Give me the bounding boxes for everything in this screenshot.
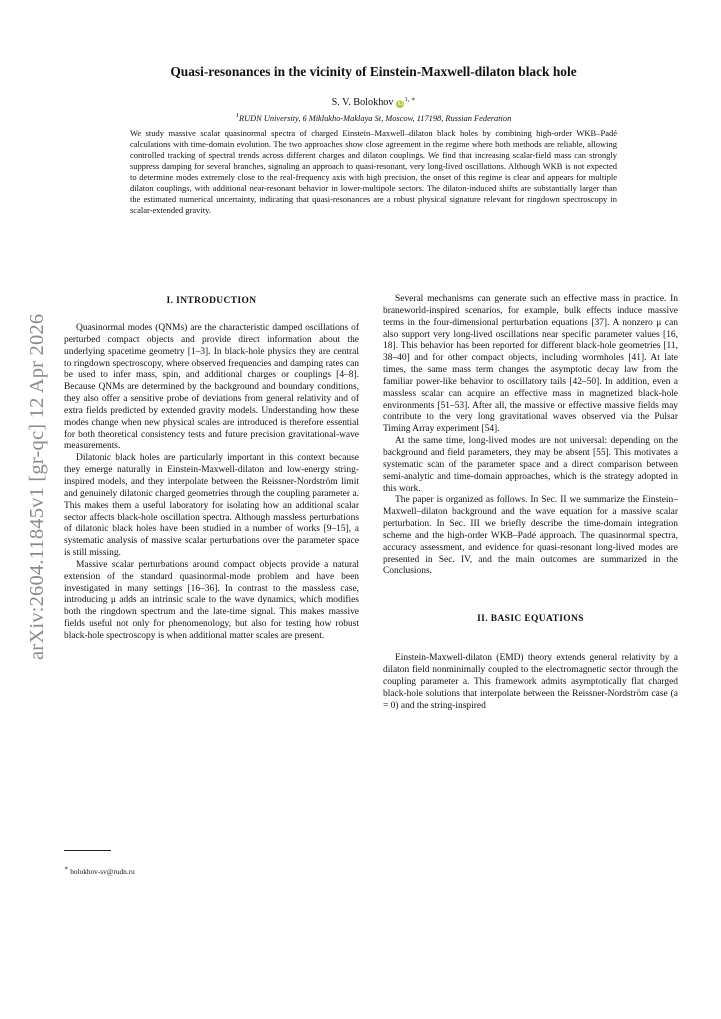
section-heading-basic-equations: II. BASIC EQUATIONS	[477, 614, 584, 625]
paper-title: Quasi-resonances in the vicinity of Einstein-Maxwell-dilaton black hole	[170, 64, 577, 79]
abstract: We study massive scalar quasinormal spectra of charged Einstein–Maxwell–dilaton black holes by combining high-order WKB–Padé calculations with time-domain evolution. The two approaches show close agreement in the regime where both methods are reliable, allowing controlled tracking of spectral trends across different charges and dilaton couplings. We find that increasing scalar-field mass can strongly suppress damping for several branches, signaling an approach to quasi-resonant, very long-lived oscillations. Although WKB is not expected to determine modes extremely close to the real-frequency axis with high precision, the onset of this regime is clear and appears for multiple dilaton couplings, with additional near-resonant behavior in lower-multipole sectors. The dilaton-induced shifts are substantially larger than the estimated numerical uncertainty, indicating that quasi-resonances are a robust physical signature relevant for ringdown spectroscopy in scalar-extended gravity.	[130, 128, 617, 216]
footnote	[64, 864, 135, 877]
author-name: S. V. Bolokhov	[331, 97, 394, 108]
affiliation-mark: 1	[235, 112, 239, 119]
affiliation	[95, 110, 652, 124]
author-line	[95, 93, 652, 109]
intro-paragraph-3: Massive scalar perturbations around compact objects provide a natural extension of the standard quasinormal-mode problem and have been investigated in many settings [16–36]. In contrast to the massless case, introducing μ adds an intrinsic scale to the wave dynamics, which modifies both the ringdown spectrum and the late-time signal. This makes massive fields useful not only for phenomenology, but also for testing how robust black-hole spectroscopy is when additional matter scales are present.	[64, 559, 359, 641]
intro-paragraph-4: Several mechanisms can generate such an effective mass in practice. In braneworld-inspired scenarios, for example, bulk effects induce massive terms in the four-dimensional perturbation equations [37]. A nonzero μ can also support very long-lived oscillations near specific parameter values [16, 18]. This behavior has been reported for different black-hole geometries [11, 38–40] and for other compact objects, including wormholes [41]. At late times, the same mass term changes the asymptotic decay law from the familiar power-like behavior to oscillatory tails [42–50]. In addition, even a massless scalar can acquire an effective mass in magnetized black-hole environments [51–53]. After all, the massive or effective massive fields may contribute to the very long gravitational waves observed via the Pulsar Timing Array experiment [54].	[383, 294, 678, 435]
footnote-rule	[64, 850, 111, 851]
author-affiliation-marks: 1, ∗	[404, 96, 416, 103]
intro-paragraph-2: Dilatonic black holes are particularly important in this context because they emerge naturally in Einstein-Maxwell-dilaton and low-energy string-inspired models, and they interpolate between the Reissner-Nordström limit and genuinely dilatonic charged geometries through the coupling parameter a. This makes them a useful laboratory for isolating how an additional scalar sector affects black-hole oscillation spectra. Although massless perturbations of dilatonic black holes have been studied in a number of works [9–15], a systematic analysis of massive scalar perturbations over the parameter space is still missing.	[64, 453, 359, 559]
footnote-email[interactable]: bolokhov-sv@rudn.ru	[70, 867, 135, 876]
intro-paragraph-6: The paper is organized as follows. In Sec. II we summarize the Einstein–Maxwell–dilaton background and the wave equation for a massive scalar perturbation. In Sec. III we briefly describe the time-domain integration scheme and the high-order WKB–Padé approach. The quasinormal spectra, accuracy assessment, and evidence for quasi-resonant long-lived modes are presented in Sec. IV, and the main outcomes are summarized in the Conclusions.	[383, 495, 678, 577]
basic-paragraph-1: Einstein-Maxwell-dilaton (EMD) theory extends general relativity by a dilaton field nonminimally coupled to the electromagnetic sector through the coupling parameter a. This framework admits asymptotically flat charged black-hole solutions that interpolate between the Reissner-Nordström case (a = 0) and the string-inspired	[383, 653, 678, 711]
left-column	[64, 294, 359, 643]
orcid-icon[interactable]: iD	[397, 101, 404, 107]
intro-paragraph-5: At the same time, long-lived modes are not universal: depending on the background and field parameters, they may be absent [55]. This motivates a systematic scan of the parameter space and a direct comparison between semi-analytic and time-domain approaches, which is the strategy adopted in this work.	[383, 436, 678, 494]
affiliation-text: RUDN University, 6 Miklukho-Maklaya St, Moscow, 117198, Russian Federation	[238, 114, 512, 123]
arxiv-identifier[interactable]: arXiv:2604.11845v1 [gr-qc] 12 Apr 2026	[26, 313, 48, 660]
intro-paragraph-1: Quasinormal modes (QNMs) are the characteristic damped oscillations of perturbed compact objects and provide direct information about the underlying spacetime geometry [1–3]. In black-hole physics they are central to ringdown spectroscopy, where observed frequencies and damping rates can be used to infer mass, spin, and additional charges or couplings [4–8]. Because QNMs are determined by the background and boundary conditions, they also offer a sensitive probe of deviations from general relativity and of extra fields predicted by extended gravity models. Understanding how these modes change when new physical scales are introduced is therefore essential for both theoretical consistency tests and future precision gravitational-wave measurements.	[64, 323, 359, 452]
right-column	[383, 294, 678, 712]
footnote-mark: ∗	[64, 865, 69, 872]
section-heading-introduction: I. INTRODUCTION	[166, 296, 257, 306]
